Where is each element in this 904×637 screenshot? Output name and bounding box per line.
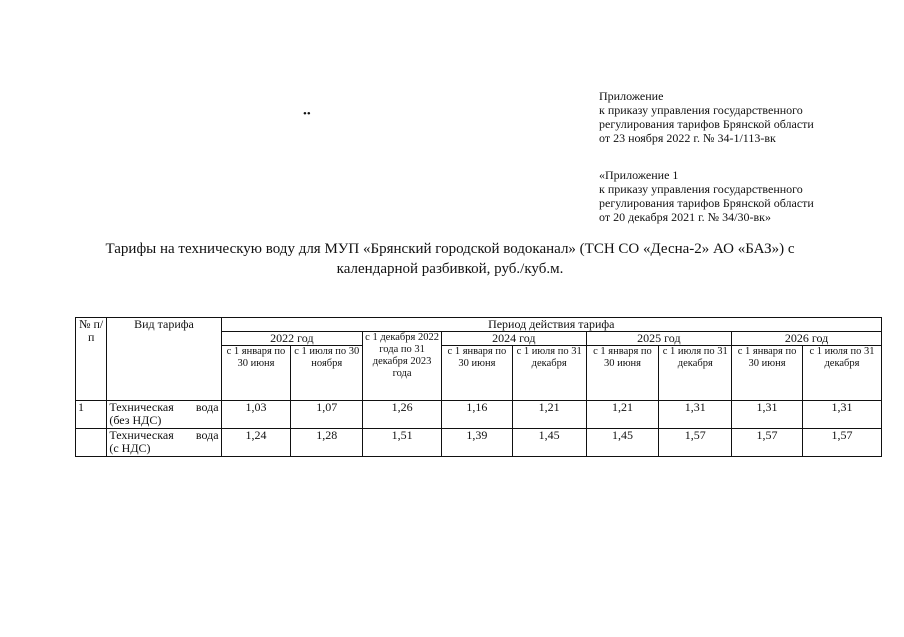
tariff-value: 1,57 xyxy=(659,429,732,457)
appendix-line: Приложение xyxy=(599,89,664,103)
year-2026: 2026 год xyxy=(732,332,882,346)
appendix1-header xyxy=(599,168,814,224)
tariff-value: 1,51 xyxy=(363,429,442,457)
title-line: календарной разбивкой, руб./куб.м. xyxy=(336,261,564,277)
subperiod-cell: с 1 июля по 31 декабря xyxy=(512,346,586,401)
tariff-value: 1,57 xyxy=(802,429,881,457)
row-type-line: (с НДС) xyxy=(109,441,151,455)
subperiod-cell: с 1 июля по 31 декабря xyxy=(802,346,881,401)
tariff-value: 1,26 xyxy=(363,401,442,429)
appendix-line: к приказу управления государственного xyxy=(599,103,803,117)
header-row xyxy=(76,318,882,332)
tariff-value: 1,31 xyxy=(802,401,881,429)
tariff-value: 1,07 xyxy=(291,401,363,429)
appendix1-line: регулирования тарифов Брянской области xyxy=(599,196,814,210)
tariff-table xyxy=(75,317,882,457)
tariff-value: 1,16 xyxy=(442,401,513,429)
tariff-value: 1,24 xyxy=(221,429,291,457)
subperiod-cell: с 1 июля по 30 ноября xyxy=(291,346,363,401)
year-2024: 2024 год xyxy=(442,332,587,346)
tariff-value: 1,39 xyxy=(442,429,513,457)
tariff-value: 1,03 xyxy=(221,401,291,429)
tariff-value: 1,21 xyxy=(586,401,659,429)
year-2025: 2025 год xyxy=(586,332,732,346)
row-type xyxy=(107,429,221,457)
year-2022: 2022 год xyxy=(221,332,363,346)
col-type-header: Вид тарифа xyxy=(107,318,221,401)
row-type xyxy=(107,401,221,429)
subperiod-cell: с 1 января по 30 июня xyxy=(221,346,291,401)
subperiod-cell: с 1 января по 30 июня xyxy=(586,346,659,401)
appendix-header xyxy=(599,89,814,145)
row-type-line: Техническая вода xyxy=(109,428,219,442)
table-row xyxy=(76,401,882,429)
table-row xyxy=(76,429,882,457)
appendix1-line: «Приложение 1 xyxy=(599,168,679,182)
subperiod-cell: с 1 июля по 31 декабря xyxy=(659,346,732,401)
scan-mark: •• xyxy=(303,108,311,120)
col-num-header: № п/п xyxy=(76,318,107,401)
appendix1-line: к приказу управления государственного xyxy=(599,182,803,196)
tariff-value: 1,45 xyxy=(586,429,659,457)
subperiod-cell: с 1 января по 30 июня xyxy=(442,346,513,401)
row-num xyxy=(76,429,107,457)
title-line: Тарифы на техническую воду для МУП «Брянский городской водоканал» (ТСН СО «Десна-2» АО «БАЗ») с xyxy=(105,241,795,257)
period-header: Период действия тарифа xyxy=(221,318,881,332)
tariff-value: 1,31 xyxy=(659,401,732,429)
row-num: 1 xyxy=(76,401,107,429)
appendix-line: регулирования тарифов Брянской области xyxy=(599,117,814,131)
appendix-line: от 23 ноября 2022 г. № 34-1/113-вк xyxy=(599,131,776,145)
appendix1-line: от 20 декабря 2021 г. № 34/30-вк» xyxy=(599,210,771,224)
tariff-value: 1,45 xyxy=(512,429,586,457)
tariff-value: 1,31 xyxy=(732,401,803,429)
tariff-value: 1,21 xyxy=(512,401,586,429)
tariff-value: 1,28 xyxy=(291,429,363,457)
tariff-value: 1,57 xyxy=(732,429,803,457)
row-type-line: Техническая вода xyxy=(109,400,219,414)
row-type-line: (без НДС) xyxy=(109,413,162,427)
special-period: с 1 декабря 2022 года по 31 декабря 2023 года xyxy=(363,332,442,401)
subperiod-cell: с 1 января по 30 июня xyxy=(732,346,803,401)
document-title xyxy=(40,239,860,279)
